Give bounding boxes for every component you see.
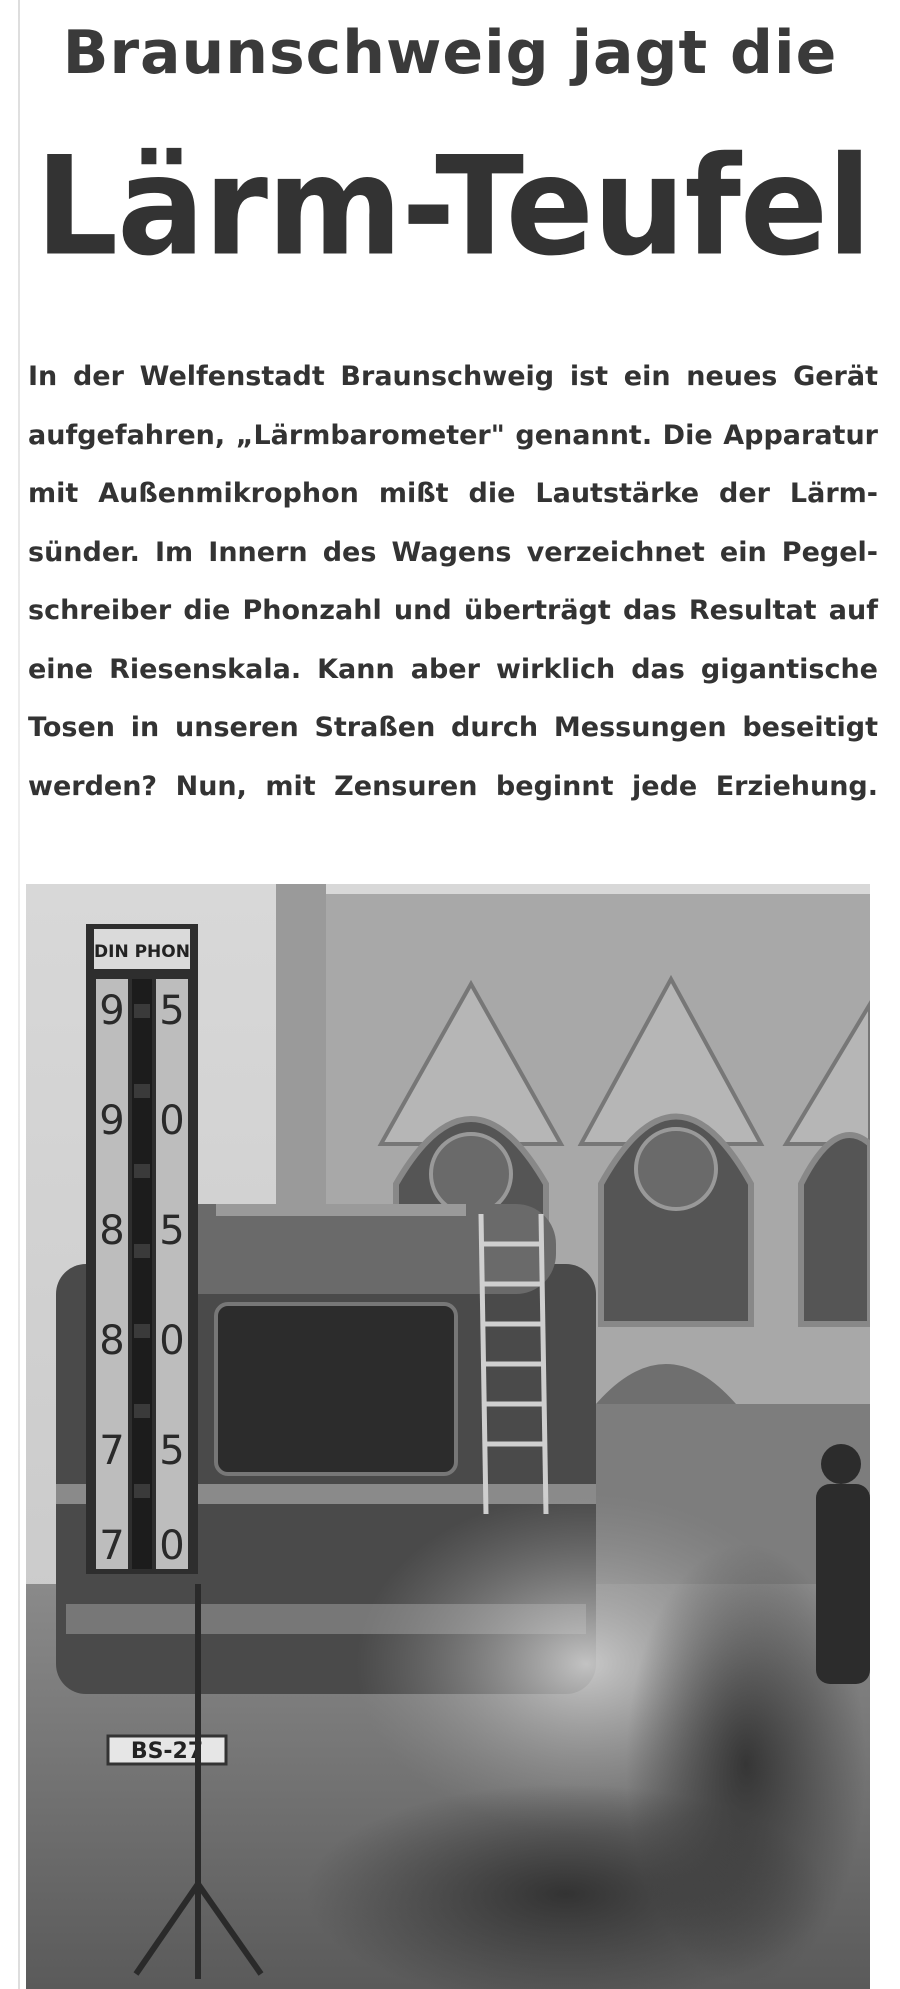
scale-left-digit: 7	[99, 1428, 125, 1474]
scale-right-digit: 5	[159, 988, 185, 1034]
body-line: sünder. Im Innern des Wagens verzeichnet ein Pegel-	[28, 536, 878, 568]
article-body	[28, 348, 878, 816]
body-line: werden? Nun, mit Zensuren beginnt jede Erziehung.	[28, 770, 878, 802]
sign-label: DIN PHON	[94, 942, 190, 962]
body-line: In der Welfenstadt Braunschweig ist ein neues Gerät	[28, 361, 878, 392]
scale-left-digit: 7	[99, 1523, 125, 1569]
body-line: aufgefahren, „Lärmbarometer" genannt. Die Apparatur	[28, 419, 878, 451]
headline: Lärm-Teufel	[35, 126, 871, 287]
phon-scale-sign	[86, 924, 198, 1574]
body-line: eine Riesenskala. Kann aber wirklich das gigantische	[28, 653, 878, 685]
scale-right-digit: 0	[159, 1523, 185, 1569]
license-plate	[108, 1736, 226, 1764]
scale-left-digit: 8	[99, 1208, 125, 1254]
body-line: Tosen in unseren Straßen durch Messungen beseitigt	[28, 712, 878, 743]
body-line: schreiber die Phonzahl und überträgt das Resultat auf	[28, 595, 878, 626]
news-photo	[26, 884, 870, 1989]
scale-right-digit: 0	[159, 1098, 185, 1144]
scale-right-digit: 0	[159, 1318, 185, 1364]
body-line: mit Außenmikrophon mißt die Lautstärke der Lärm-	[28, 478, 878, 509]
scale-right-digit: 5	[159, 1208, 185, 1254]
scale-left-digit: 9	[99, 988, 125, 1034]
kicker-line: Braunschweig jagt die	[62, 18, 838, 88]
scale-left-digit: 9	[99, 1098, 125, 1144]
scale-right-digit: 5	[159, 1428, 185, 1474]
scale-left-digit: 8	[99, 1318, 125, 1364]
license-plate-text: BS-27	[130, 1739, 204, 1764]
